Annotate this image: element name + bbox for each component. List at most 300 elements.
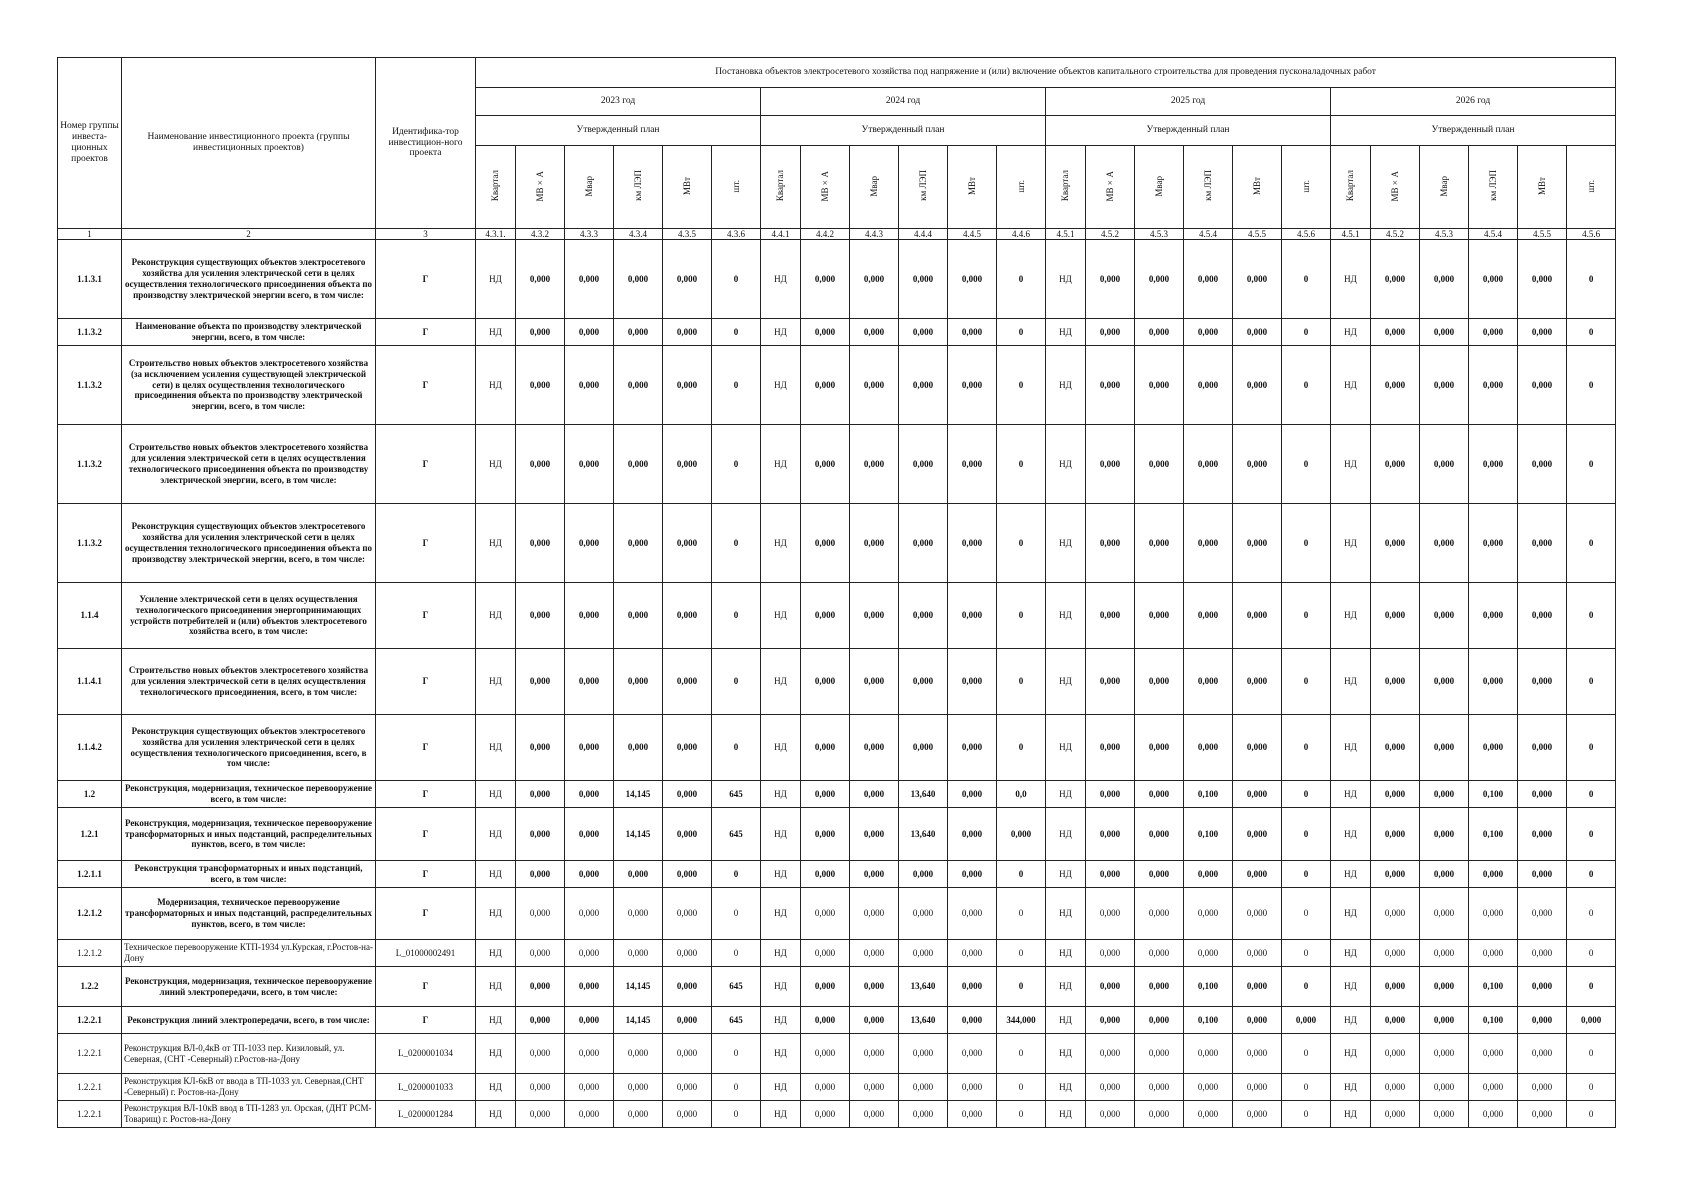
row-value: 0 [1567,319,1616,346]
row-value: 0,000 [1135,861,1184,888]
column-code: 4.3.5 [663,229,712,240]
row-value: 0 [1567,967,1616,1007]
header-approved-plan: Утвержденный план [761,116,1046,146]
header-unit-text: км ЛЭП [1202,170,1213,202]
row-value: 0,000 [801,781,850,808]
row-value: 0 [1567,649,1616,715]
header-approved-plan: Утвержденный план [476,116,761,146]
row-value: НД [761,346,801,425]
row-value: 0,000 [1420,240,1469,319]
header-unit [565,146,614,229]
row-value: 0,000 [1469,1034,1518,1074]
header-year: 2025 год [1046,88,1331,116]
row-project-id: Г [376,346,476,425]
row-value: 0,000 [1233,1034,1282,1074]
row-value: 645 [712,808,761,861]
table-row [58,346,1616,425]
row-project-id: Г [376,504,476,583]
row-value: 0 [997,888,1046,940]
row-value: 0,000 [1184,940,1233,967]
row-value: 0,000 [850,940,899,967]
row-value: 0,100 [1184,1007,1233,1034]
row-value: 0,000 [1469,888,1518,940]
row-value: 0,000 [1184,319,1233,346]
row-value: 0,000 [801,1034,850,1074]
row-value: 0,000 [850,346,899,425]
row-value: 0,000 [663,319,712,346]
row-project-name: Строительство новых объектов электросетевого хозяйства для усиления электрической сети в целях осуществления технологического присоединения, всего, в том числе: [122,649,376,715]
row-value: 0,000 [1233,346,1282,425]
row-value: 0 [1567,888,1616,940]
row-value: 0,000 [850,425,899,504]
row-value: 0,100 [1184,808,1233,861]
table-row [58,1007,1616,1034]
row-value: НД [1331,861,1371,888]
row-value: 0,000 [1086,861,1135,888]
row-value: 0,000 [948,1074,997,1101]
row-value: 0,000 [516,1007,565,1034]
row-value: 0,000 [899,346,948,425]
row-value: 0,000 [1086,1101,1135,1128]
row-value: 0,000 [1135,1074,1184,1101]
row-value: 0,000 [565,1007,614,1034]
table-row [58,1034,1616,1074]
row-value: 0 [712,1074,761,1101]
row-value: 0,000 [1518,861,1567,888]
row-value: 0,000 [1518,888,1567,940]
column-code: 4.5.2 [1371,229,1420,240]
row-value: 0,000 [614,649,663,715]
row-value: 13,640 [899,967,948,1007]
header-unit [899,146,948,229]
row-value: 0,000 [1233,781,1282,808]
row-value: 0,000 [1469,1074,1518,1101]
row-value: 0 [997,861,1046,888]
table-row [58,888,1616,940]
column-code: 4.5.1 [1331,229,1371,240]
row-value: 0,000 [1420,1007,1469,1034]
row-project-name: Реконструкция, модернизация, техническое перевооружение линий электропередачи, всего, в том числе: [122,967,376,1007]
row-value: 0,000 [1184,346,1233,425]
row-value: 0,000 [1518,1101,1567,1128]
row-value: НД [761,888,801,940]
row-value: 0,000 [948,861,997,888]
row-value: 0,000 [1135,888,1184,940]
header-project-id: Идентифика-тор инвестицион-ного проекта [376,58,476,229]
row-value: 0 [997,583,1046,649]
column-code: 4.5.5 [1518,229,1567,240]
row-value: 0,000 [614,319,663,346]
row-value: 0,000 [1420,319,1469,346]
row-value: 0,000 [1420,504,1469,583]
table-row [58,861,1616,888]
header-unit [1282,146,1331,229]
row-value: 0,000 [614,504,663,583]
row-value: 0,000 [899,425,948,504]
column-code: 4.3.4 [614,229,663,240]
row-value: 0,000 [1135,346,1184,425]
row-value: 0,000 [1371,715,1420,781]
row-value: 0 [712,940,761,967]
row-value: 0,000 [1184,649,1233,715]
row-value: 0 [997,649,1046,715]
row-value: 0 [997,319,1046,346]
row-value: 0,000 [614,715,663,781]
header-unit-text: Мвар [1153,175,1164,197]
row-value: 0 [1567,861,1616,888]
row-value: НД [476,808,516,861]
row-value: НД [761,1034,801,1074]
row-value: 0 [997,346,1046,425]
row-value: 0,000 [1135,781,1184,808]
row-value: 0 [1567,1074,1616,1101]
row-project-id: Г [376,808,476,861]
row-value: 0 [1567,715,1616,781]
row-value: НД [1046,967,1086,1007]
column-number: 2 [122,229,376,240]
row-project-id: Г [376,715,476,781]
header-unit-text: МВт [1251,176,1262,195]
row-value: 0,000 [1086,1034,1135,1074]
row-value: 0,000 [565,808,614,861]
row-value: 0,000 [948,504,997,583]
row-value: 0,000 [801,940,850,967]
row-value: НД [476,649,516,715]
row-value: 0,000 [663,1007,712,1034]
row-value: 0,000 [1518,967,1567,1007]
header-unit-text: км ЛЭП [917,170,928,202]
row-value: 0,000 [850,715,899,781]
row-value: 0,000 [1233,240,1282,319]
header-unit [801,146,850,229]
row-value: 0,000 [1469,425,1518,504]
header-year: 2026 год [1331,88,1616,116]
row-value: 0,000 [1518,346,1567,425]
row-value: 0,000 [1233,1007,1282,1034]
row-value: 0,000 [565,1101,614,1128]
row-value: 0,000 [948,346,997,425]
header-unit-text: шт. [1300,179,1311,193]
row-value: 0 [1282,715,1331,781]
header-unit-text: Мвар [868,175,879,197]
row-value: 0,000 [1371,504,1420,583]
header-top-title: Постановка объектов электросетевого хозяйства под напряжение и (или) включение объектов капитального строительства для проведения пусконаладочных работ [476,58,1616,88]
row-value: 0,000 [1086,504,1135,583]
row-value: НД [1331,1034,1371,1074]
row-value: НД [476,504,516,583]
row-value: 0,000 [1518,1034,1567,1074]
table-row [58,240,1616,319]
row-number: 1.2.2.1 [58,1101,122,1128]
row-number: 1.2.2.1 [58,1034,122,1074]
row-value: 0,000 [1086,967,1135,1007]
row-project-name: Реконструкция ВЛ-10кВ ввод в ТП-1283 ул. Орская, (ДНТ РСМ-Товарищ) г. Ростов-на-Дону [122,1101,376,1128]
row-value: 0,000 [1420,583,1469,649]
row-value: 0 [1282,808,1331,861]
header-unit [1518,146,1567,229]
row-value: 0,000 [899,649,948,715]
row-value: 0,000 [565,861,614,888]
row-value: 0,000 [516,319,565,346]
row-value: 0,000 [899,504,948,583]
column-code: 4.4.5 [948,229,997,240]
row-value: 0,000 [663,425,712,504]
column-code: 4.3.2 [516,229,565,240]
row-project-id: Г [376,319,476,346]
row-value: 0,000 [1518,1007,1567,1034]
row-value: 0,000 [801,346,850,425]
row-value: 0,000 [663,346,712,425]
row-value: 0,000 [801,240,850,319]
header-unit-text: МВ×А [1389,170,1400,202]
row-value: 0,000 [1184,1074,1233,1101]
row-number: 1.2.1.2 [58,940,122,967]
row-value: 0,000 [1371,649,1420,715]
row-value: 0,000 [1567,1007,1616,1034]
row-value: 0 [1282,940,1331,967]
row-value: 14,145 [614,808,663,861]
row-project-id: Г [376,967,476,1007]
row-value: 0,000 [1184,504,1233,583]
header-unit [476,146,516,229]
row-value: 0 [1282,1101,1331,1128]
row-value: 0 [1567,1101,1616,1128]
row-value: 0,000 [1518,715,1567,781]
row-value: 0,000 [1371,808,1420,861]
row-value: 0,000 [899,888,948,940]
header-unit-text: Мвар [583,175,594,197]
row-value: 0,000 [1469,715,1518,781]
row-value: 0,000 [565,940,614,967]
row-value: 0 [712,1101,761,1128]
header-unit [997,146,1046,229]
row-value: 0,000 [1086,583,1135,649]
row-project-id: L_0200001033 [376,1074,476,1101]
row-value: 0,000 [948,967,997,1007]
row-value: 0,000 [850,861,899,888]
row-value: НД [1331,425,1371,504]
column-code: 4.5.6 [1567,229,1616,240]
row-value: 0,000 [565,888,614,940]
row-value: НД [761,425,801,504]
row-value: 0,100 [1184,967,1233,1007]
header-unit [1420,146,1469,229]
column-code: 4.5.3 [1420,229,1469,240]
column-code: 4.4.6 [997,229,1046,240]
row-value: 0,000 [1086,319,1135,346]
row-value: 0,000 [850,781,899,808]
row-value: НД [1046,346,1086,425]
row-value: 0,000 [1135,808,1184,861]
row-value: 0 [1282,583,1331,649]
row-value: НД [1331,319,1371,346]
row-value: 14,145 [614,781,663,808]
row-value: 0,000 [614,1074,663,1101]
row-value: 0 [997,1074,1046,1101]
row-value: 0,000 [565,319,614,346]
row-project-name: Реконструкция линий электропередачи, всего, в том числе: [122,1007,376,1034]
row-project-name: Реконструкция ВЛ-0,4кВ от ТП-1033 пер. Кизиловый, ул. Северная, (СНТ -Северный) г.Ростов-на-Дону [122,1034,376,1074]
column-code: 4.5.5 [1233,229,1282,240]
column-code: 4.5.4 [1469,229,1518,240]
row-value: 0,000 [1135,319,1184,346]
row-value: 0,000 [1086,240,1135,319]
row-value: 0,000 [1086,715,1135,781]
row-value: НД [1331,781,1371,808]
row-value: 0,000 [899,715,948,781]
header-approved-plan: Утвержденный план [1046,116,1331,146]
header-unit [1469,146,1518,229]
row-value: НД [761,1074,801,1101]
row-value: 0,000 [1469,861,1518,888]
row-value: 0,000 [1371,967,1420,1007]
row-value: НД [1331,940,1371,967]
row-value: 0,000 [516,583,565,649]
row-value: 0,000 [1233,649,1282,715]
row-value: НД [1046,649,1086,715]
row-value: НД [1046,808,1086,861]
row-value: 0,000 [1420,346,1469,425]
row-value: 0 [1282,425,1331,504]
row-value: 0,000 [850,319,899,346]
row-value: 0,000 [1420,861,1469,888]
row-value: НД [761,940,801,967]
row-number: 1.1.4.1 [58,649,122,715]
row-value: 0,000 [899,1074,948,1101]
row-value: 0,000 [1086,940,1135,967]
row-value: 14,145 [614,1007,663,1034]
row-value: 0,0 [997,781,1046,808]
row-value: 0,000 [850,1007,899,1034]
row-value: 0,000 [801,504,850,583]
row-number: 1.1.3.2 [58,504,122,583]
header-approved-plan: Утвержденный план [1331,116,1616,146]
row-project-name: Реконструкция, модернизация, техническое перевооружение трансформаторных и иных подстанций, распределительных пунктов, всего, в том числе: [122,808,376,861]
row-value: 0 [997,967,1046,1007]
row-value: 0,000 [801,1101,850,1128]
row-value: 0,000 [1233,808,1282,861]
row-value: 14,145 [614,967,663,1007]
row-value: 0,000 [899,1034,948,1074]
row-value: 0,000 [1420,1101,1469,1128]
header-unit-text: МВт [966,176,977,195]
row-value: НД [761,240,801,319]
row-value: 0,000 [801,1007,850,1034]
row-value: 0,000 [1135,1007,1184,1034]
row-value: 0,000 [516,1074,565,1101]
row-value: 0 [1282,1074,1331,1101]
row-value: 0,000 [663,940,712,967]
row-value: 0,000 [948,715,997,781]
row-value: НД [476,425,516,504]
row-value: 0,000 [1371,940,1420,967]
row-number: 1.1.4 [58,583,122,649]
header-unit-text: Квартал [1345,170,1356,202]
row-project-name: Наименование объекта по производству электрической энергии, всего, в том числе: [122,319,376,346]
row-value: НД [1046,1101,1086,1128]
header-unit [761,146,801,229]
row-value: 0,000 [1420,888,1469,940]
row-value: 0,000 [516,1101,565,1128]
row-value: 0 [712,346,761,425]
row-value: 0,000 [565,781,614,808]
row-value: 0,000 [516,504,565,583]
row-project-id: L_0200001284 [376,1101,476,1128]
row-project-name: Усиление электрической сети в целях осуществления технологического присоединения энергопринимающих устройств потребителей и (или) объектов электросетевого хозяйства всего, в том числе: [122,583,376,649]
row-value: 0,000 [1086,888,1135,940]
row-value: 0,000 [1469,240,1518,319]
row-value: НД [1331,240,1371,319]
row-number: 1.2 [58,781,122,808]
row-value: 0,000 [948,319,997,346]
row-value: 0,000 [565,425,614,504]
row-project-name: Реконструкция, модернизация, техническое перевооружение всего, в том числе: [122,781,376,808]
header-unit-text: Мвар [1438,175,1449,197]
row-value: 0,000 [663,1101,712,1128]
row-project-id: Г [376,649,476,715]
row-value: 0 [1282,888,1331,940]
row-number: 1.2.1.1 [58,861,122,888]
row-value: 0 [1567,240,1616,319]
row-value: 0,000 [663,240,712,319]
row-number: 1.2.2 [58,967,122,1007]
row-value: 0,000 [1469,504,1518,583]
row-value: 0 [1282,861,1331,888]
row-value: НД [1046,781,1086,808]
column-code: 4.3.6 [712,229,761,240]
row-value: НД [761,715,801,781]
row-value: 0,000 [663,504,712,583]
row-value: 0,000 [1233,940,1282,967]
header-unit [712,146,761,229]
row-value: 0,000 [1518,425,1567,504]
row-value: 0,000 [948,240,997,319]
row-value: 0,000 [899,583,948,649]
row-value: 0,000 [1469,319,1518,346]
row-value: НД [761,1101,801,1128]
header-unit-text: МВт [1536,176,1547,195]
header-unit-text: км ЛЭП [1487,170,1498,202]
header-unit [516,146,565,229]
row-value: 0,000 [1086,1007,1135,1034]
row-project-id: Г [376,888,476,940]
row-value: 0,000 [1469,649,1518,715]
header-unit-text: Квартал [1060,170,1071,202]
row-value: 0,000 [1086,1074,1135,1101]
row-value: 0,000 [614,940,663,967]
row-value: НД [761,1007,801,1034]
row-value: 0,000 [1233,319,1282,346]
row-value: 0,000 [1184,1101,1233,1128]
row-value: 0 [997,504,1046,583]
row-value: 0,100 [1184,781,1233,808]
row-value: НД [476,888,516,940]
row-value: 0,000 [1135,240,1184,319]
row-value: 0,000 [516,967,565,1007]
row-value: НД [1331,888,1371,940]
row-value: 0,100 [1469,967,1518,1007]
row-value: 0 [997,240,1046,319]
row-value: НД [1046,1074,1086,1101]
row-value: 0,000 [1371,346,1420,425]
row-value: 0,000 [1135,425,1184,504]
table-row [58,504,1616,583]
row-value: 0,000 [1518,504,1567,583]
header-unit-text: км ЛЭП [632,170,643,202]
row-value: НД [1046,888,1086,940]
row-value: 0,000 [850,1101,899,1128]
row-value: НД [761,781,801,808]
